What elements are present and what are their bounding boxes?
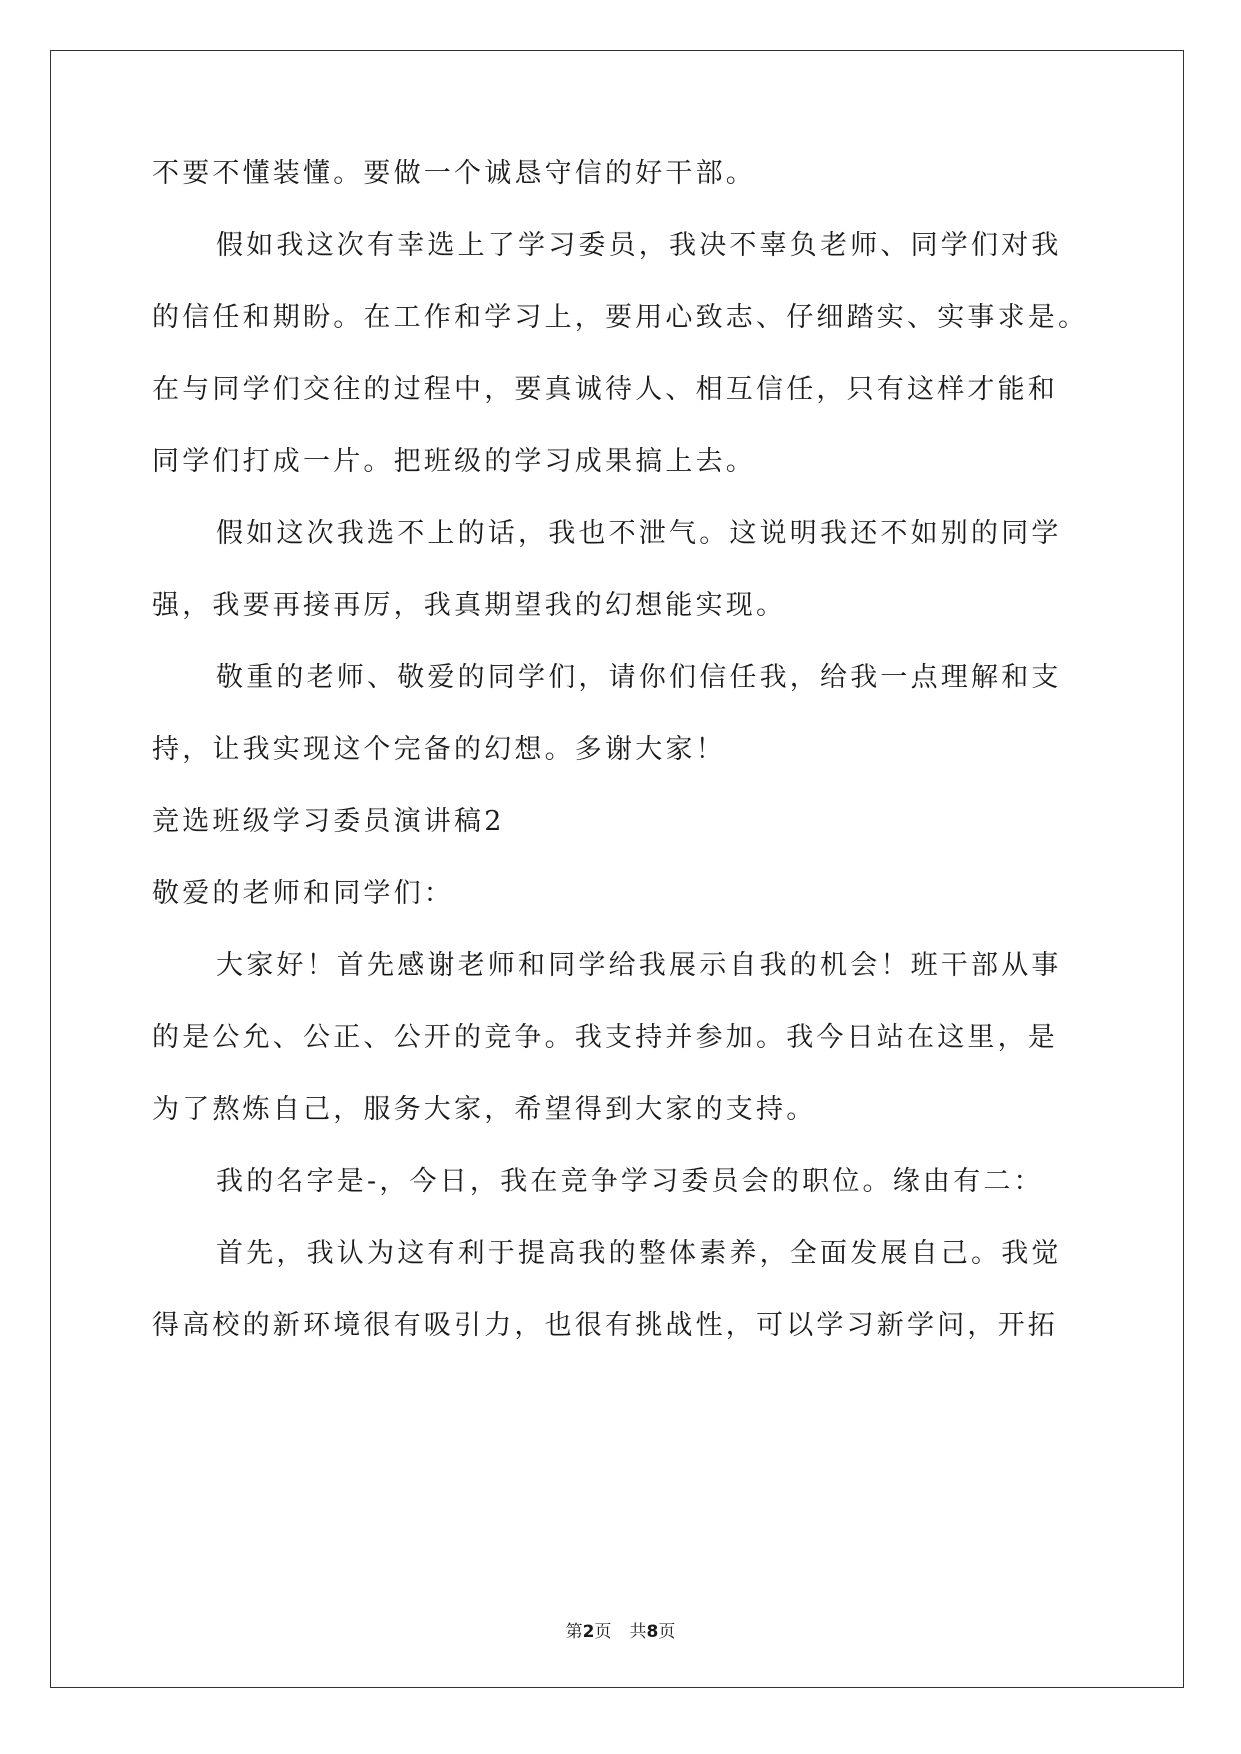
page-border xyxy=(50,50,1184,1688)
total-suffix: 页 xyxy=(658,1622,676,1642)
body-line: 强，我要再接再厉，我真期望我的幻想能实现。 xyxy=(152,590,787,621)
section-heading: 竞选班级学习委员演讲稿2 xyxy=(152,806,505,837)
body-line: 大家好！首先感谢老师和同学给我展示自我的机会！班干部从事 xyxy=(216,950,1062,981)
page-number: 2 xyxy=(582,1622,595,1642)
total-pages: 8 xyxy=(646,1622,659,1642)
body-line: 为了熬炼自己，服务大家，希望得到大家的支持。 xyxy=(152,1094,817,1125)
body-line: 同学们打成一片。把班级的学习成果搞上去。 xyxy=(152,446,756,477)
body-line: 在与同学们交往的过程中，要真诚待人、相互信任，只有这样才能和 xyxy=(152,374,1058,405)
body-line: 的是公允、公正、公开的竞争。我支持并参加。我今日站在这里，是 xyxy=(152,1022,1058,1053)
body-line: 敬重的老师、敬爱的同学们，请你们信任我，给我一点理解和支 xyxy=(216,662,1062,693)
body-line: 的信任和期盼。在工作和学习上，要用心致志、仔细踏实、实事求是。 xyxy=(152,302,1089,333)
body-line: 我的名字是-，今日，我在竞争学习委员会的职位。缘由有二： xyxy=(216,1166,1044,1197)
body-line: 得高校的新环境很有吸引力，也很有挑战性，可以学习新学问，开拓 xyxy=(152,1310,1058,1341)
body-line: 假如我这次有幸选上了学习委员，我决不辜负老师、同学们对我 xyxy=(216,230,1062,261)
page-footer xyxy=(0,1620,1241,1644)
body-line: 假如这次我选不上的话，我也不泄气。这说明我还不如别的同学 xyxy=(216,518,1062,549)
page-prefix: 第 xyxy=(565,1622,583,1642)
salutation: 敬爱的老师和同学们： xyxy=(152,878,454,909)
body-line: 不要不懂装懂。要做一个诚恳守信的好干部。 xyxy=(152,158,756,189)
page-suffix: 页 xyxy=(594,1622,612,1642)
body-line: 持，让我实现这个完备的幻想。多谢大家！ xyxy=(152,734,726,765)
body-line: 首先，我认为这有利于提高我的整体素养，全面发展自己。我觉 xyxy=(216,1238,1062,1269)
total-prefix: 共 xyxy=(629,1622,647,1642)
